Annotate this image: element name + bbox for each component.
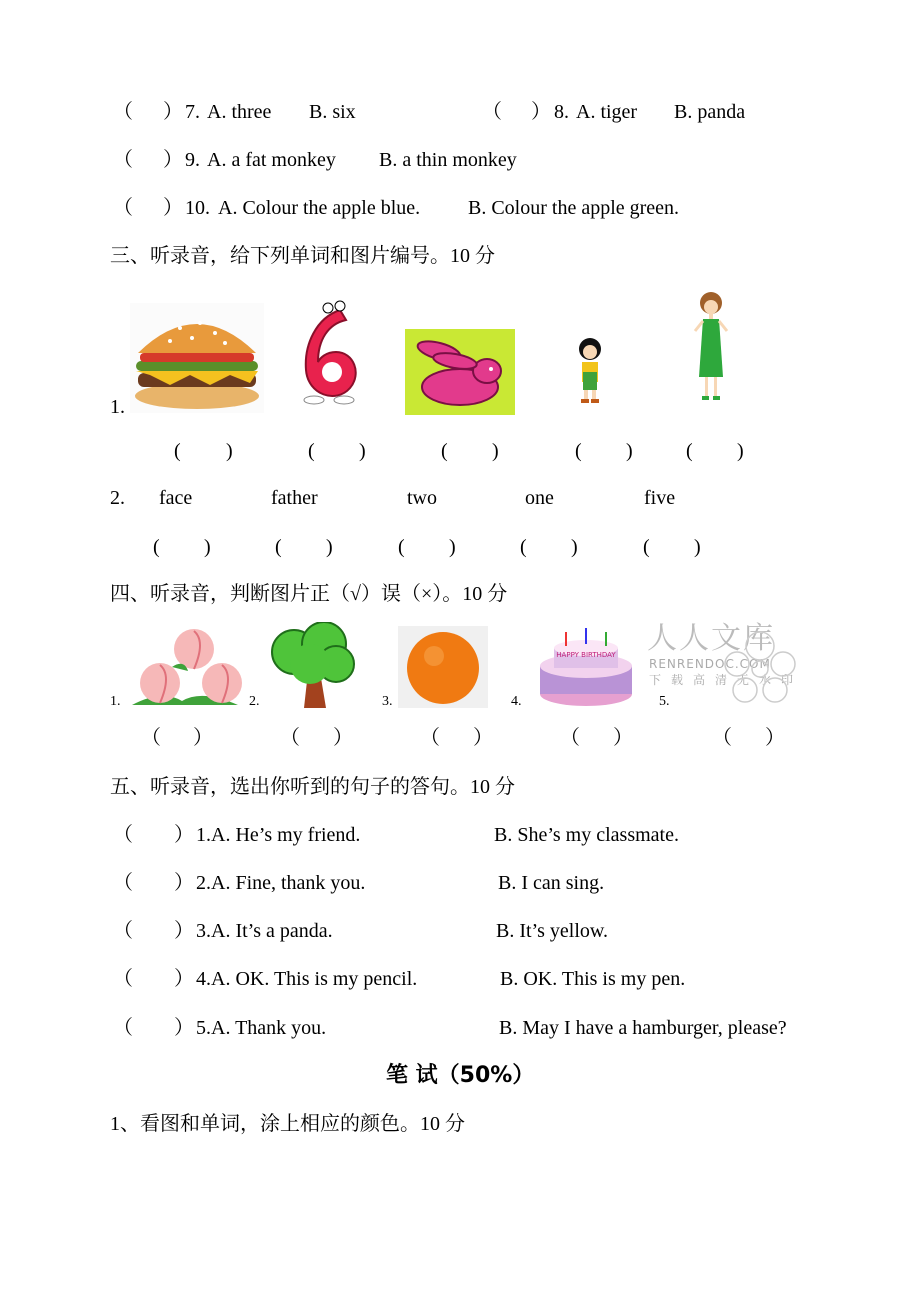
answer-paren-close[interactable]: ) [737, 440, 744, 462]
answer-paren-open[interactable]: （ [113, 824, 133, 846]
option-a: A. Colour the apple blue. [218, 197, 421, 219]
answer-paren-open[interactable]: （ [141, 727, 161, 749]
answer-paren-open[interactable]: ( [575, 440, 582, 462]
option-a: 4.A. OK. This is my pencil. [196, 968, 418, 990]
option-a: 1.A. He’s my friend. [196, 824, 361, 846]
answer-paren-close[interactable]: ) [694, 536, 701, 558]
section-heading-5: 五、听录音，选出你听到的句子的答句。10 分 [110, 776, 515, 798]
picture-label: 5. [659, 694, 670, 709]
answer-paren-close[interactable]: ） [163, 101, 183, 123]
answer-paren-open[interactable]: （ [420, 727, 440, 749]
option-a: A. tiger [576, 101, 638, 123]
option-b: B. a thin monkey [379, 149, 517, 171]
answer-paren-open[interactable]: ( [686, 440, 693, 462]
answer-paren-close[interactable]: ） [174, 1017, 194, 1039]
option-a: A. a fat monkey [207, 149, 336, 171]
option-a: 3.A. It’s a panda. [196, 920, 333, 942]
option-b: B. It’s yellow. [496, 920, 609, 942]
answer-paren-open[interactable]: （ [113, 197, 133, 219]
picture-label: 2. [249, 694, 260, 709]
option-a: A. three [207, 101, 272, 123]
answer-paren-open[interactable]: ( [275, 536, 282, 558]
answer-paren-close[interactable]: ） [193, 727, 213, 749]
answer-paren-close[interactable]: ) [326, 536, 333, 558]
answer-paren-close[interactable]: ） [531, 101, 551, 123]
word-one: one [525, 487, 554, 509]
hamburger-image [130, 303, 264, 413]
answer-paren-open[interactable]: （ [482, 101, 502, 123]
answer-paren-close[interactable]: ) [449, 536, 456, 558]
answer-paren-open[interactable]: （ [113, 101, 133, 123]
option-b: B. six [309, 101, 356, 123]
answer-paren-open[interactable]: （ [113, 920, 133, 942]
answer-paren-open[interactable]: ( [643, 536, 650, 558]
option-b: B. panda [674, 101, 746, 123]
birthday-cake-image [536, 622, 636, 708]
answer-paren-open[interactable]: （ [113, 872, 133, 894]
question-number: 7. [185, 101, 200, 123]
word-face: face [159, 487, 193, 509]
orange-image [398, 626, 488, 708]
answer-paren-close[interactable]: ) [626, 440, 633, 462]
cake-text: HAPPY BIRTHDAY [556, 651, 616, 659]
watermark-title: 人人文库 [647, 621, 775, 656]
woman-image [693, 291, 729, 405]
section-heading-4: 四、听录音，判断图片正（√）误（×）。10 分 [110, 583, 508, 605]
answer-paren-close[interactable]: ) [226, 440, 233, 462]
picture-label: 3. [382, 694, 393, 709]
picture-label: 1. [110, 694, 121, 709]
watermark-flower-icon [715, 624, 805, 706]
rabbit-image [405, 329, 515, 415]
answer-paren-close[interactable]: ） [765, 727, 785, 749]
row-label: 1. [110, 396, 125, 418]
answer-paren-close[interactable]: ） [174, 824, 194, 846]
answer-paren-close[interactable]: ） [163, 197, 183, 219]
question-number: 10. [185, 197, 210, 219]
option-b: B. Colour the apple green. [468, 197, 680, 219]
answer-paren-close[interactable]: ） [174, 872, 194, 894]
watermark [645, 620, 805, 708]
tree-image [264, 622, 358, 708]
answer-paren-close[interactable]: ） [163, 149, 183, 171]
section-heading-3: 三、听录音，给下列单词和图片编号。10 分 [110, 245, 495, 267]
answer-paren-close[interactable]: ） [174, 968, 194, 990]
question-number: 8. [554, 101, 569, 123]
answer-paren-open[interactable]: ( [398, 536, 405, 558]
answer-paren-open[interactable]: （ [280, 727, 300, 749]
watermark-sub: 下载高清无水印 [649, 673, 804, 687]
answer-paren-open[interactable]: ( [441, 440, 448, 462]
answer-paren-open[interactable]: ( [174, 440, 181, 462]
answer-paren-open[interactable]: ( [308, 440, 315, 462]
answer-paren-close[interactable]: ） [333, 727, 353, 749]
answer-paren-close[interactable]: ) [492, 440, 499, 462]
answer-paren-open[interactable]: （ [560, 727, 580, 749]
answer-paren-close[interactable]: ) [571, 536, 578, 558]
option-a: 2.A. Fine, thank you. [196, 872, 366, 894]
answer-paren-open[interactable]: ( [153, 536, 160, 558]
option-b: B. She’s my classmate. [494, 824, 679, 846]
word-father: father [271, 487, 318, 509]
answer-paren-open[interactable]: （ [712, 727, 732, 749]
option-b: B. May I have a hamburger, please? [499, 1017, 787, 1039]
option-b: B. OK. This is my pen. [500, 968, 686, 990]
answer-paren-close[interactable]: ) [359, 440, 366, 462]
option-a: 5.A. Thank you. [196, 1017, 327, 1039]
question-number: 9. [185, 149, 200, 171]
answer-paren-open[interactable]: （ [113, 149, 133, 171]
word-five: five [644, 487, 676, 509]
answer-paren-close[interactable]: ） [613, 727, 633, 749]
answer-paren-open[interactable]: ( [520, 536, 527, 558]
girl-image [574, 337, 606, 405]
row-label: 2. [110, 487, 125, 509]
word-two: two [407, 487, 437, 509]
number-six-image [296, 300, 362, 406]
answer-paren-close[interactable]: ) [204, 536, 211, 558]
answer-paren-open[interactable]: （ [113, 968, 133, 990]
written-question-1: 1、看图和单词，涂上相应的颜色。10 分 [110, 1113, 465, 1135]
answer-paren-close[interactable]: ） [473, 727, 493, 749]
picture-label: 4. [511, 694, 522, 709]
written-section-title: 笔 试（50%） [386, 1063, 535, 1088]
option-b: B. I can sing. [498, 872, 605, 894]
peaches-image [122, 627, 248, 707]
answer-paren-open[interactable]: （ [113, 1017, 133, 1039]
answer-paren-close[interactable]: ） [174, 920, 194, 942]
watermark-url: RENRENDOC.COM [649, 657, 771, 671]
